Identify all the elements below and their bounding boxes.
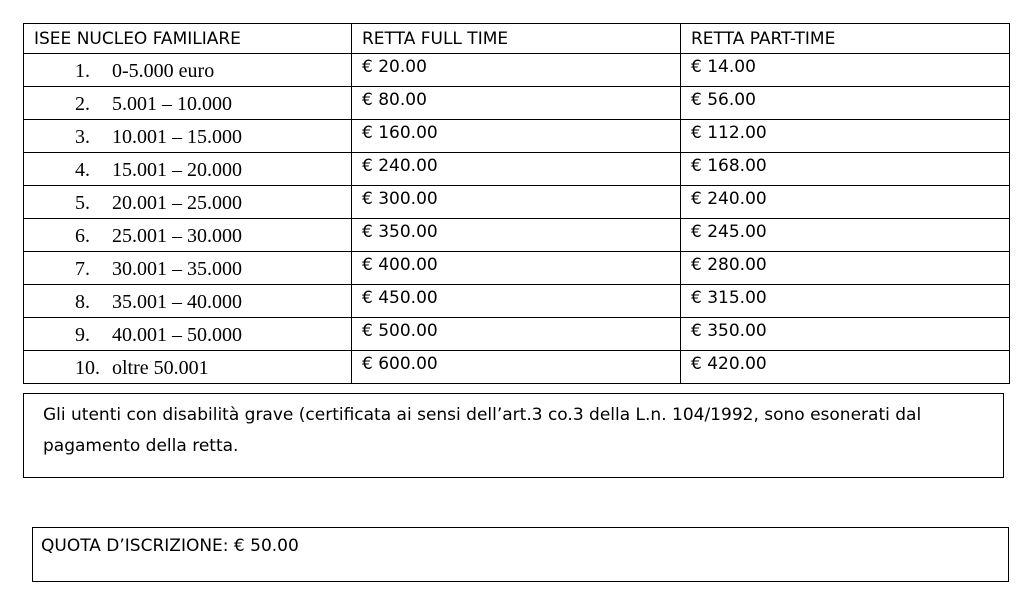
enrollment-fee-box	[32, 527, 1009, 582]
table-body	[24, 54, 1010, 384]
row-number: 2.	[75, 93, 90, 115]
isee-range-text: 15.001 – 20.000	[112, 159, 242, 181]
part-time-fee-cell: € 420.00	[681, 351, 1010, 384]
table-row	[24, 186, 1010, 219]
full-time-fee-cell: € 350.00	[352, 219, 681, 252]
isee-range-text: 0-5.000 euro	[112, 60, 215, 82]
isee-range-cell	[24, 87, 352, 120]
table-header-row	[24, 24, 1010, 54]
isee-range-text: 30.001 – 35.000	[112, 258, 242, 280]
row-number: 1.	[75, 60, 90, 82]
full-time-fee-cell: € 240.00	[352, 153, 681, 186]
row-number: 10.	[75, 357, 100, 379]
isee-range-cell	[24, 120, 352, 153]
isee-range-cell	[24, 186, 352, 219]
isee-range-cell	[24, 285, 352, 318]
enrollment-fee-text: QUOTA D’ISCRIZIONE: € 50.00	[41, 536, 299, 556]
fee-table	[23, 23, 1010, 384]
part-time-fee-cell: € 280.00	[681, 252, 1010, 285]
header-part-time: RETTA PART-TIME	[681, 24, 1010, 54]
isee-range-cell	[24, 54, 352, 87]
full-time-fee-cell: € 500.00	[352, 318, 681, 351]
table-row	[24, 252, 1010, 285]
row-number: 4.	[75, 159, 90, 181]
isee-range-text: 20.001 – 25.000	[112, 192, 242, 214]
row-number: 9.	[75, 324, 90, 346]
table-row	[24, 87, 1010, 120]
full-time-fee-cell: € 160.00	[352, 120, 681, 153]
isee-range-cell	[24, 351, 352, 384]
row-number: 6.	[75, 225, 90, 247]
isee-range-text: 5.001 – 10.000	[112, 93, 232, 115]
header-isee: ISEE NUCLEO FAMILIARE	[24, 24, 352, 54]
isee-range-cell	[24, 318, 352, 351]
part-time-fee-cell: € 240.00	[681, 186, 1010, 219]
part-time-fee-cell: € 245.00	[681, 219, 1010, 252]
table-row	[24, 318, 1010, 351]
part-time-fee-cell: € 350.00	[681, 318, 1010, 351]
table-row	[24, 219, 1010, 252]
full-time-fee-cell: € 80.00	[352, 87, 681, 120]
table-row	[24, 285, 1010, 318]
full-time-fee-cell: € 400.00	[352, 252, 681, 285]
disability-note	[23, 393, 1004, 478]
isee-range-cell	[24, 252, 352, 285]
disability-note-text: Gli utenti con disabilità grave (certificata ai sensi dell’art.3 co.3 della L.n. 104/1992, sono esonerati dal pagamento della retta.	[43, 405, 922, 456]
full-time-fee-cell: € 450.00	[352, 285, 681, 318]
row-number: 5.	[75, 192, 90, 214]
isee-range-text: 25.001 – 30.000	[112, 225, 242, 247]
table-row	[24, 351, 1010, 384]
isee-range-text: 40.001 – 50.000	[112, 324, 242, 346]
part-time-fee-cell: € 112.00	[681, 120, 1010, 153]
isee-range-cell	[24, 219, 352, 252]
full-time-fee-cell: € 20.00	[352, 54, 681, 87]
table-row	[24, 120, 1010, 153]
table-row	[24, 54, 1010, 87]
table-row	[24, 153, 1010, 186]
isee-range-text: 35.001 – 40.000	[112, 291, 242, 313]
row-number: 7.	[75, 258, 90, 280]
full-time-fee-cell: € 600.00	[352, 351, 681, 384]
part-time-fee-cell: € 168.00	[681, 153, 1010, 186]
isee-range-text: 10.001 – 15.000	[112, 126, 242, 148]
part-time-fee-cell: € 56.00	[681, 87, 1010, 120]
full-time-fee-cell: € 300.00	[352, 186, 681, 219]
header-full-time: RETTA FULL TIME	[352, 24, 681, 54]
part-time-fee-cell: € 315.00	[681, 285, 1010, 318]
row-number: 8.	[75, 291, 90, 313]
isee-range-cell	[24, 153, 352, 186]
isee-range-text: oltre 50.001	[112, 357, 209, 379]
part-time-fee-cell: € 14.00	[681, 54, 1010, 87]
row-number: 3.	[75, 126, 90, 148]
